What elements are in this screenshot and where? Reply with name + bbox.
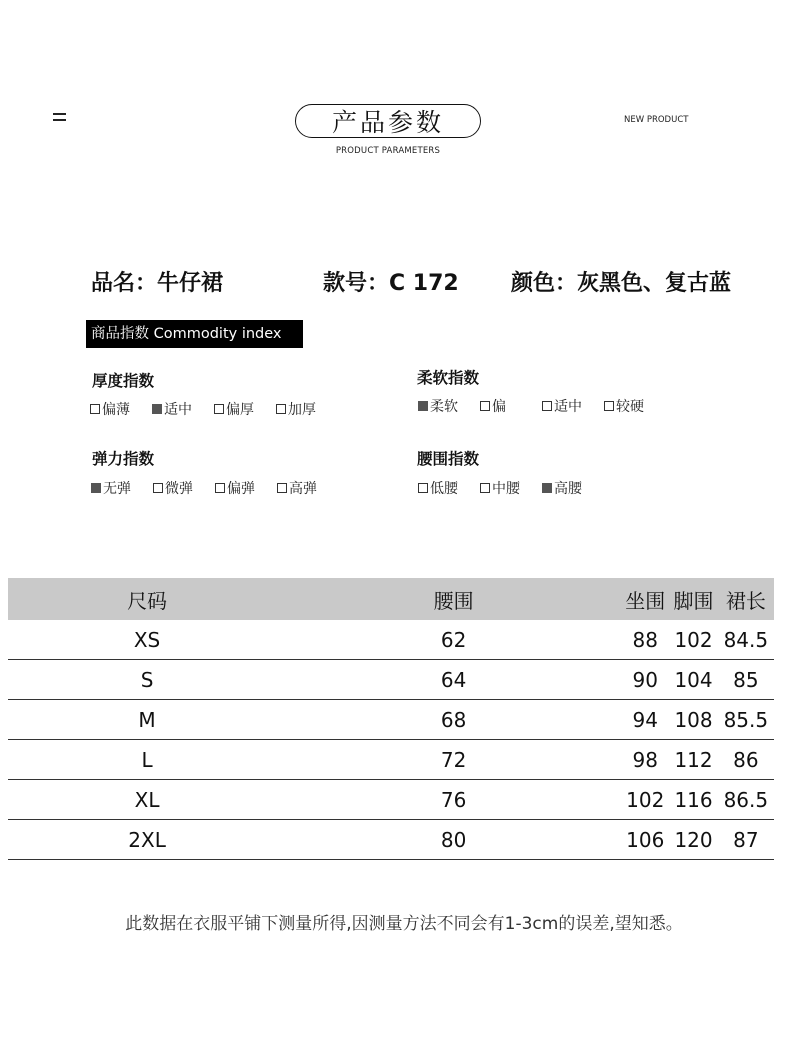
table-cell: 86.5 xyxy=(718,780,774,820)
option-softness-medium: 适中 xyxy=(542,396,582,416)
table-cell: 108 xyxy=(669,700,717,740)
table-cell: 88 xyxy=(621,620,669,660)
new-product-label: NEW PRODUCT xyxy=(624,115,689,125)
option-thickness-thick: 偏厚 xyxy=(214,399,254,419)
table-row xyxy=(8,740,774,780)
checkbox-icon xyxy=(276,404,286,414)
table-cell: 116 xyxy=(669,780,717,820)
checkbox-checked-icon xyxy=(418,401,428,411)
header-skirt-length: 裙长 xyxy=(718,578,774,620)
table-cell: S xyxy=(8,660,286,700)
option-thickness-thin: 偏薄 xyxy=(90,399,130,419)
table-cell: 85 xyxy=(718,660,774,700)
table-cell: 62 xyxy=(286,620,621,660)
table-cell: 85.5 xyxy=(718,700,774,740)
table-cell: 87 xyxy=(718,820,774,860)
commodity-index-banner: 商品指数 Commodity index xyxy=(86,320,303,348)
table-cell: 102 xyxy=(621,780,669,820)
checkbox-checked-icon xyxy=(91,483,101,493)
option-elasticity-high: 高弹 xyxy=(277,478,317,498)
checkbox-icon xyxy=(90,404,100,414)
checkbox-icon xyxy=(277,483,287,493)
table-row xyxy=(8,700,774,740)
checkbox-icon xyxy=(153,483,163,493)
table-cell: 120 xyxy=(669,820,717,860)
table-cell: 94 xyxy=(621,700,669,740)
header-hem: 脚围 xyxy=(669,578,717,620)
page-subtitle: PRODUCT PARAMETERS xyxy=(335,146,441,156)
menu-icon[interactable] xyxy=(53,113,66,123)
measurement-note: 此数据在衣服平铺下测量所得,因测量方法不同会有1-3cm的误差,望知悉。 xyxy=(125,914,683,934)
table-cell: 72 xyxy=(286,740,621,780)
option-thickness-medium: 适中 xyxy=(152,399,192,419)
header-hip: 坐围 xyxy=(621,578,669,620)
option-thickness-extra-thick: 加厚 xyxy=(276,399,316,419)
checkbox-icon xyxy=(604,401,614,411)
table-cell: 68 xyxy=(286,700,621,740)
table-row xyxy=(8,620,774,660)
table-cell: 90 xyxy=(621,660,669,700)
table-cell: 102 xyxy=(669,620,717,660)
option-waist-low: 低腰 xyxy=(418,478,458,498)
checkbox-icon xyxy=(480,483,490,493)
table-cell: 84.5 xyxy=(718,620,774,660)
checkbox-icon xyxy=(542,401,552,411)
checkbox-icon xyxy=(480,401,490,411)
product-style-number: 款号：C 172 xyxy=(323,271,459,296)
waist-index-title: 腰围指数 xyxy=(417,450,480,468)
header-size: 尺码 xyxy=(8,578,286,620)
table-cell: 98 xyxy=(621,740,669,780)
option-softness-partial: 偏 xyxy=(480,396,506,416)
option-elasticity-none: 无弹 xyxy=(91,478,131,498)
option-elasticity-slight: 微弹 xyxy=(153,478,193,498)
page-title: 产品参数 xyxy=(295,104,481,138)
option-softness-hard: 较硬 xyxy=(604,396,644,416)
checkbox-checked-icon xyxy=(542,483,552,493)
size-table xyxy=(8,578,774,860)
product-color: 颜色：灰黑色、复古蓝 xyxy=(511,271,732,296)
table-cell: 80 xyxy=(286,820,621,860)
table-cell: 64 xyxy=(286,660,621,700)
table-header-row xyxy=(8,578,774,620)
table-cell: XL xyxy=(8,780,286,820)
checkbox-icon xyxy=(214,404,224,414)
option-waist-high: 高腰 xyxy=(542,478,582,498)
table-cell: 106 xyxy=(621,820,669,860)
option-elasticity-partial: 偏弹 xyxy=(215,478,255,498)
elasticity-index-title: 弹力指数 xyxy=(92,450,155,468)
thickness-index-title: 厚度指数 xyxy=(92,372,155,390)
table-cell: 2XL xyxy=(8,820,286,860)
option-softness-soft: 柔软 xyxy=(418,396,458,416)
header-waist: 腰围 xyxy=(286,578,621,620)
softness-index-title: 柔软指数 xyxy=(417,369,480,387)
table-cell: 86 xyxy=(718,740,774,780)
checkbox-icon xyxy=(418,483,428,493)
table-cell: 76 xyxy=(286,780,621,820)
table-cell: XS xyxy=(8,620,286,660)
table-row xyxy=(8,780,774,820)
table-cell: L xyxy=(8,740,286,780)
table-cell: M xyxy=(8,700,286,740)
table-row xyxy=(8,820,774,860)
checkbox-checked-icon xyxy=(152,404,162,414)
product-name: 品名：牛仔裙 xyxy=(91,271,224,296)
option-waist-mid: 中腰 xyxy=(480,478,520,498)
table-cell: 112 xyxy=(669,740,717,780)
checkbox-icon xyxy=(215,483,225,493)
table-row xyxy=(8,660,774,700)
table-cell: 104 xyxy=(669,660,717,700)
